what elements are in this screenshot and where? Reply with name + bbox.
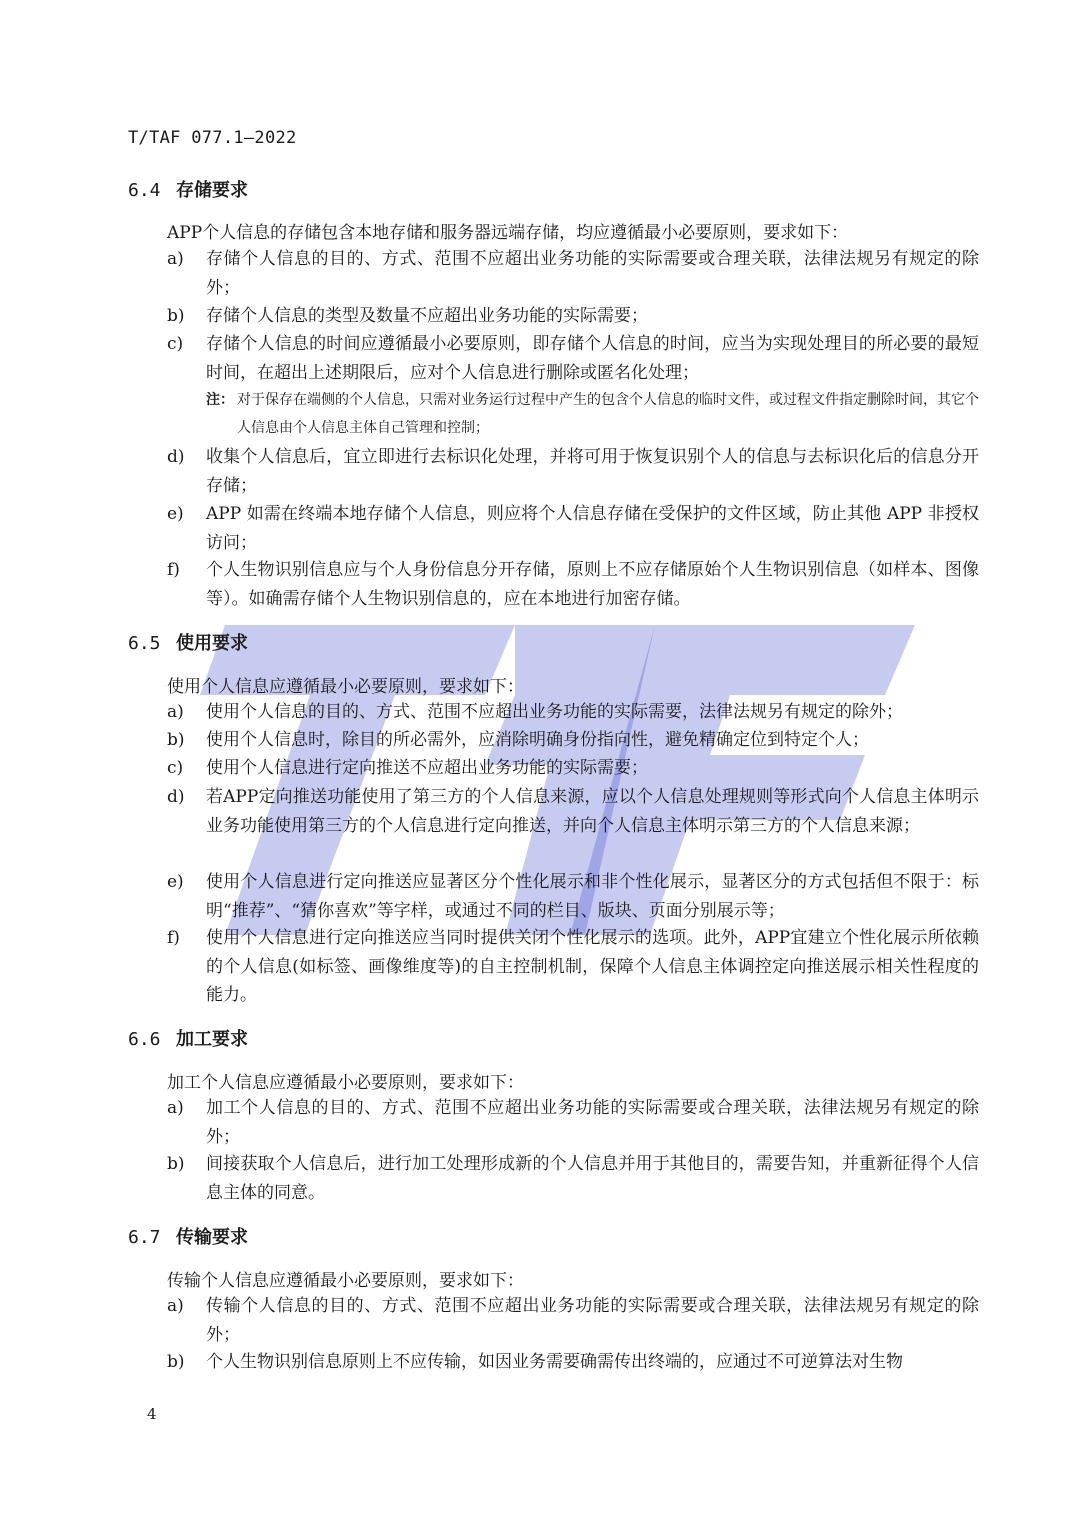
item-label: b) (167, 1154, 185, 1174)
item-label: d) (167, 787, 185, 807)
section-6-7-intro: 传输个人信息应遵循最小必要原则，要求如下： (167, 1271, 524, 1291)
section-6-4-heading (128, 176, 248, 202)
section-6-6-heading (128, 1025, 248, 1051)
note-label: 注： (206, 392, 234, 408)
item-text: 加工个人信息的目的、方式、范围不应超出业务功能的实际需要或合理关联，法律法规另有规定的除外； (206, 1098, 979, 1147)
section-6-4-intro: APP个人信息的存储包含本地存储和服务器远端存储，均应遵循最小必要原则，要求如下： (167, 223, 849, 243)
item-text: 使用个人信息进行定向推送应当同时提供关闭个性化展示的选项。此外，APP宜建立个性化展示所依赖的个人信息(如标签、画像维度等)的自主控制机制，保障个人信息主体调控定向推送展示相关性程度的能力。 (206, 928, 979, 1005)
section-title: 传输要求 (176, 1227, 248, 1248)
item-text: 使用个人信息进行定向推送应显著区分个性化展示和非个性化展示，显著区分的方式包括但不限于：标明“推荐”、“猜你喜欢”等字样，或通过不同的栏目、版块、页面分别展示等； (206, 872, 979, 921)
section-number: 6.6 (128, 1029, 161, 1050)
section-number: 6.5 (128, 633, 161, 654)
item-text: 传输个人信息的目的、方式、范围不应超出业务功能的实际需要或合理关联，法律法规另有规定的除外； (206, 1296, 979, 1345)
item-text: 若APP定向推送功能使用了第三方的个人信息来源，应以个人信息处理规则等形式向个人信息主体明示业务功能使用第三方的个人信息进行定向推送，并向个人信息主体明示第三方的个人信息来源； (206, 787, 979, 836)
item-label: b) (167, 306, 185, 326)
section-6-5-intro: 使用个人信息应遵循最小必要原则，要求如下： (167, 677, 524, 697)
item-text: 存储个人信息的类型及数量不应超出业务功能的实际需要； (206, 306, 648, 326)
item-label: b) (167, 1352, 185, 1372)
section-6-7-heading (128, 1223, 248, 1249)
item-label: c) (167, 334, 184, 354)
item-label: a) (167, 1296, 184, 1316)
section-6-5-heading (128, 629, 248, 655)
item-text: 使用个人信息的目的、方式、范围不应超出业务功能的实际需要，法律法规另有规定的除外； (206, 702, 903, 722)
item-label: b) (167, 730, 185, 750)
item-text: 存储个人信息的目的、方式、范围不应超出业务功能的实际需要或合理关联，法律法规另有规定的除外； (206, 249, 979, 298)
item-label: a) (167, 249, 184, 269)
item-label: f) (167, 560, 180, 580)
note-text: 对于保存在端侧的个人信息，只需对业务运行过程中产生的包含个人信息的临时文件，或过程文件指定删除时间，其它个人信息由个人信息主体自己管理和控制； (237, 392, 979, 436)
item-text: APP 如需在终端本地存储个人信息，则应将个人信息存储在受保护的文件区域，防止其他 APP 非授权访问； (206, 504, 979, 553)
item-label: a) (167, 1098, 184, 1118)
item-text: 个人生物识别信息原则上不应传输，如因业务需要确需传出终端的，应通过不可逆算法对生物 (206, 1352, 903, 1372)
section-number: 6.7 (128, 1227, 161, 1248)
item-text: 个人生物识别信息应与个人身份信息分开存储，原则上不应存储原始个人生物识别信息（如样本、图像等）。如确需存储个人生物识别信息的，应在本地进行加密存储。 (206, 560, 979, 609)
section-number: 6.4 (128, 180, 161, 201)
item-label: d) (167, 447, 185, 467)
page-number: 4 (147, 1405, 157, 1423)
item-text: 收集个人信息后，宜立即进行去标识化处理，并将可用于恢复识别个人的信息与去标识化后的信息分开存储； (206, 447, 979, 496)
item-text: 间接获取个人信息后，进行加工处理形成新的个人信息并用于其他目的，需要告知，并重新征得个人信息主体的同意。 (206, 1154, 979, 1203)
section-title: 加工要求 (176, 1029, 248, 1050)
item-label: c) (167, 758, 184, 778)
document-code-header: T/TAF 077.1—2022 (128, 128, 297, 148)
item-label: f) (167, 928, 180, 948)
section-title: 存储要求 (176, 180, 248, 201)
item-text: 使用个人信息时，除目的所必需外，应消除明确身份指向性，避免精确定位到特定个人； (206, 730, 869, 750)
item-label: e) (167, 504, 184, 524)
item-label: a) (167, 702, 184, 722)
item-label: e) (167, 872, 184, 892)
item-text: 存储个人信息的时间应遵循最小必要原则，即存储个人信息的时间，应当为实现处理目的所必要的最短时间，在超出上述期限后，应对个人信息进行删除或匿名化处理； (206, 334, 979, 383)
section-title: 使用要求 (176, 633, 248, 654)
section-6-6-intro: 加工个人信息应遵循最小必要原则，要求如下： (167, 1073, 524, 1093)
item-text: 使用个人信息进行定向推送不应超出业务功能的实际需要； (206, 758, 648, 778)
